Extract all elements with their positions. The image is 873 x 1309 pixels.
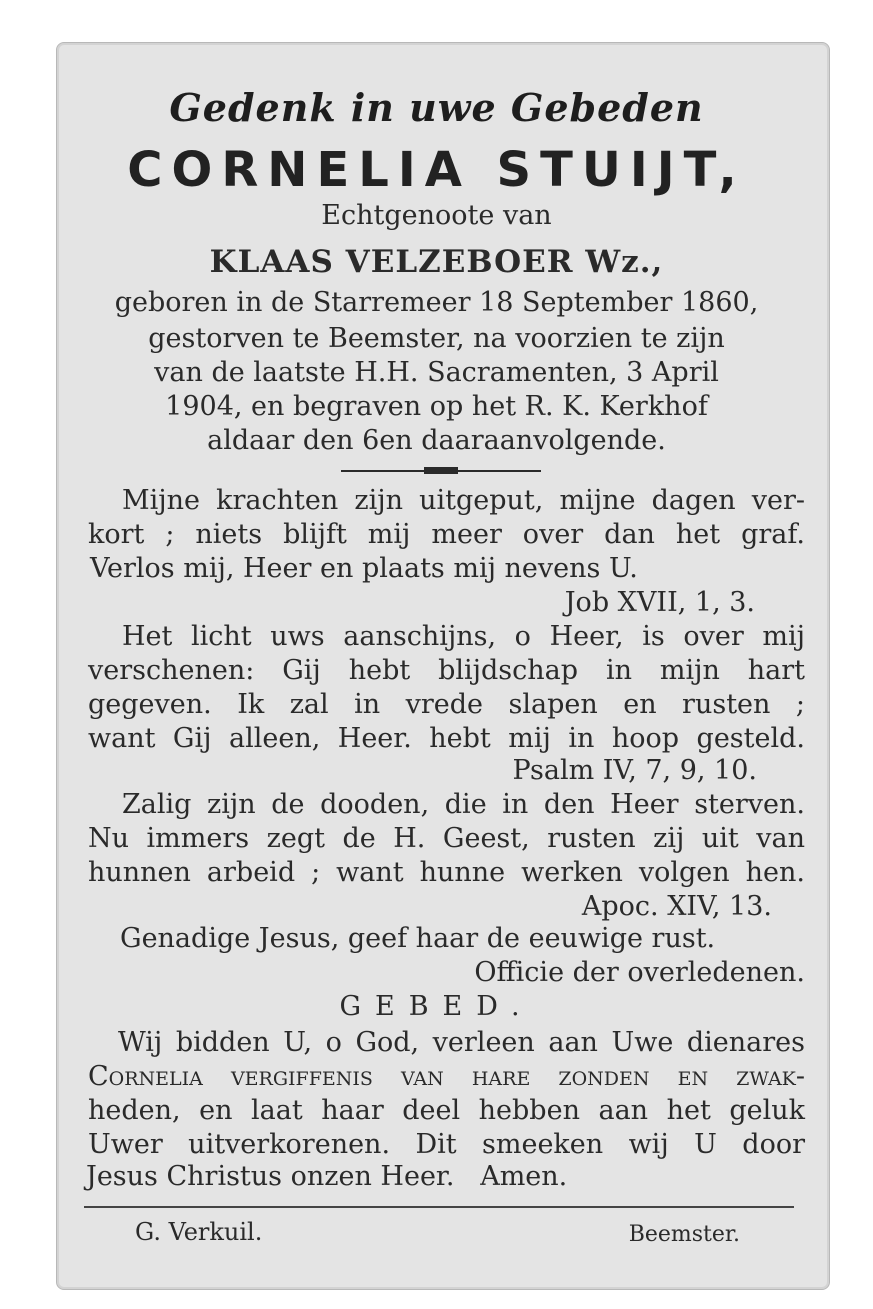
- verse-line: Zalig zijn de dooden, die in den Heer sterven.: [122, 789, 805, 820]
- verse-line: Verlos mij, Heer en plaats mij nevens U.: [90, 553, 638, 584]
- printer-name: G. Verkuil.: [135, 1218, 263, 1246]
- prayer-line: Cornelia vergiffenis van hare zonden en zwak-: [88, 1061, 805, 1092]
- bio-line: aldaar den 6en daaraanvolgende.: [207, 425, 666, 456]
- printer-place: Beemster.: [628, 1222, 740, 1247]
- deceased-name: CORNELIA STUIJT,: [127, 142, 746, 198]
- footer-rule: [84, 1206, 794, 1208]
- verse-line: hunnen arbeid ; want hunne werken volgen hen.: [88, 857, 805, 888]
- prayer-line: Uwer uitverkorenen. Dit smeeken wij U door: [88, 1129, 805, 1160]
- ornamental-divider-center: [424, 467, 458, 474]
- invocation-reference: Officie der overledenen.: [474, 957, 805, 988]
- prayer-title: GEBED.: [339, 991, 534, 1022]
- verse-line: gegeven. Ik zal in vrede slapen en rusten ;: [88, 689, 805, 720]
- spouse-name: KLAAS VELZEBOER Wz.,: [209, 244, 664, 280]
- prayer-line: Jesus Christus onzen Heer. Amen.: [86, 1161, 568, 1192]
- prayer-line: heden, en laat haar deel hebben aan het geluk: [88, 1095, 805, 1126]
- verse-reference: Job XVII, 1, 3.: [564, 587, 755, 618]
- verse-line: verschenen: Gij hebt blijdschap in mijn hart: [88, 655, 805, 686]
- bio-line: van de laatste H.H. Sacramenten, 3 April: [154, 357, 719, 388]
- verse-line: Het licht uws aanschijns, o Heer, is over mij: [122, 621, 805, 652]
- spouse-label: Echtgenoote van: [321, 200, 552, 231]
- bio-line: 1904, en begraven op het R. K. Kerkhof: [165, 391, 708, 422]
- verse-reference: Apoc. XIV, 13.: [581, 891, 772, 922]
- bio-line: geboren in de Starremeer 18 September 1860,: [114, 287, 759, 318]
- verse-reference: Psalm IV, 7, 9, 10.: [512, 755, 757, 786]
- prayer-line: Wij bidden U, o God, verleen aan Uwe dienares: [118, 1027, 805, 1058]
- bio-line: gestorven te Beemster, na voorzien te zijn: [148, 323, 725, 354]
- verse-line: Mijne krachten zijn uitgeput, mijne dagen ver-: [122, 485, 805, 516]
- invocation: Genadige Jesus, geef haar de eeuwige rust.: [120, 923, 716, 954]
- verse-line: want Gij alleen, Heer. hebt mij in hoop gesteld.: [88, 723, 805, 754]
- verse-line: kort ; niets blijft mij meer over dan het graf.: [88, 519, 805, 550]
- card-heading: Gedenk in uwe Gebeden: [169, 85, 704, 130]
- verse-line: Nu immers zegt de H. Geest, rusten zij uit van: [88, 823, 805, 854]
